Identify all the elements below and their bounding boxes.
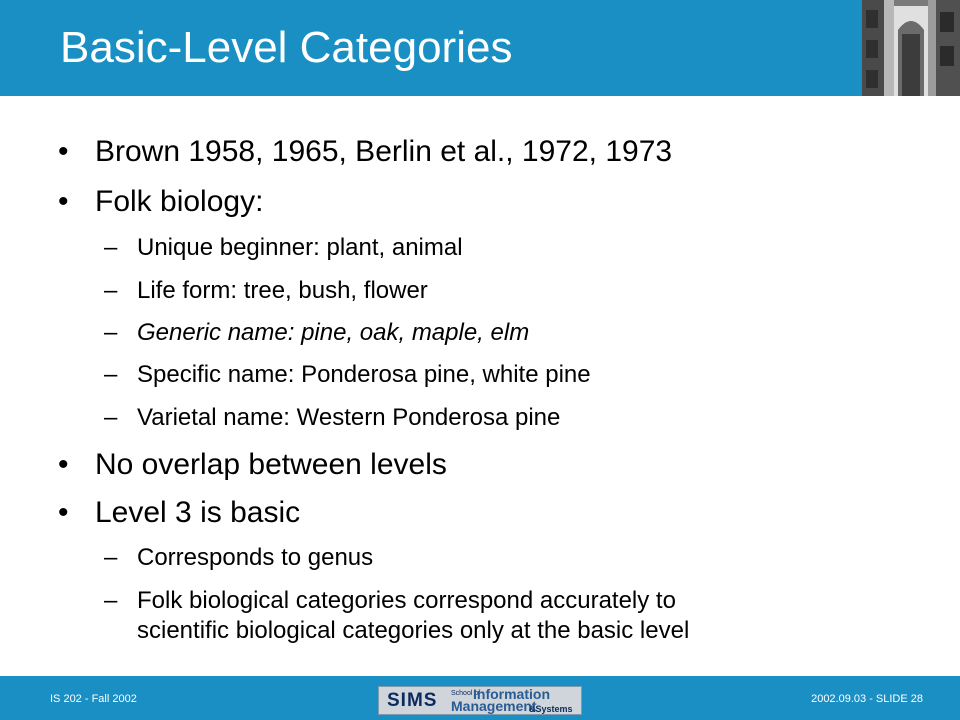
sub-bullet-text: Corresponds to genus xyxy=(137,544,374,571)
bullet-glyph: • xyxy=(58,448,69,481)
sub-bullet-text: Life form: tree, bush, flower xyxy=(137,277,428,304)
sub-bullet-text: Specific name: Ponderosa pine, white pine xyxy=(137,361,591,388)
sub-bullet-text: Generic name: pine, oak, maple, elm xyxy=(137,319,530,346)
sub-bullet-text: Varietal name: Western Ponderosa pine xyxy=(137,404,561,431)
dash-glyph: – xyxy=(104,544,118,571)
dash-glyph: – xyxy=(104,277,118,304)
bullet-text: Level 3 is basic xyxy=(95,496,301,529)
logo-sims-text: SIMS xyxy=(387,690,438,711)
dash-glyph: – xyxy=(104,361,118,388)
logo-information-text: Information xyxy=(473,686,550,702)
bullet-text: Brown 1958, 1965, Berlin et al., 1972, 1973 xyxy=(95,135,673,168)
bullet-glyph: • xyxy=(58,496,69,529)
sub-bullet-text: scientific biological categories only at the basic level xyxy=(137,617,690,644)
dash-glyph: – xyxy=(104,319,118,346)
dash-glyph: – xyxy=(104,587,118,614)
sims-logo xyxy=(378,686,582,715)
dash-glyph: – xyxy=(104,404,118,431)
course-label: IS 202 - Fall 2002 xyxy=(50,693,137,705)
bullet-text: No overlap between levels xyxy=(95,448,447,481)
dash-glyph: – xyxy=(104,234,118,261)
slide-number: 2002.09.03 - SLIDE 28 xyxy=(811,693,923,705)
sub-bullet-text: Folk biological categories correspond accurately to xyxy=(137,587,676,614)
slide-title: Basic-Level Categories xyxy=(60,23,513,72)
logo-school-of-text: School of xyxy=(451,690,481,697)
bullet-glyph: • xyxy=(58,185,69,218)
bullet-glyph: • xyxy=(58,135,69,168)
sub-bullet-text: Unique beginner: plant, animal xyxy=(137,234,463,261)
bullet-text: Folk biology: xyxy=(95,185,264,218)
logo-management-text: Management xyxy=(451,698,537,714)
logo-systems-text: &Systems xyxy=(529,704,573,714)
